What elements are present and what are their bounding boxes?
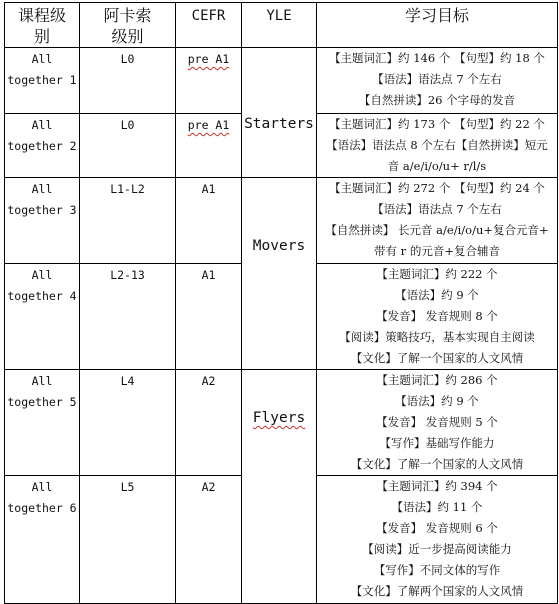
goals-cell: 【主题词汇】约 394 个 【语法】约 11 个 【发音】 发音规则 6 个 【阅读】近一步提高阅读能力 【写作】不同文体的写作 【文化】了解两个国家的人文风情 — [317, 476, 558, 604]
course-level-cell: All together 6 — [5, 476, 80, 604]
goals-cell: 【主题词汇】约 272 个 【句型】约 24 个 【语法】语法点 7 个左右 【自然拼读】 长元音 a/e/i/o/u+复合元音+ 带有 r 的元音+复合辅音 — [317, 178, 558, 264]
ar-level-cell: L5 — [80, 476, 176, 604]
cefr-cell: A2 — [176, 370, 242, 476]
cefr-cell: A2 — [176, 476, 242, 604]
ar-level-cell: L4 — [80, 370, 176, 476]
course-level-cell: All together 1 — [5, 48, 80, 114]
table-row — [5, 48, 558, 114]
header-yle: YLE — [242, 3, 317, 48]
course-level-cell: All together 2 — [5, 114, 80, 178]
header-cefr: CEFR — [176, 3, 242, 48]
course-level-cell: All together 4 — [5, 264, 80, 370]
goals-cell: 【主题词汇】约 222 个 【语法】约 9 个 【发音】 发音规则 8 个 【阅读】策略技巧，基本实现自主阅读 【文化】了解一个国家的人文风情 — [317, 264, 558, 370]
goals-cell: 【主题词汇】约 286 个 【语法】约 9 个 【发音】 发音规则 5 个 【写作】基础写作能力 【文化】了解一个国家的人文风情 — [317, 370, 558, 476]
ar-level-cell: L0 — [80, 114, 176, 178]
cefr-cell: A1 — [176, 178, 242, 264]
course-level-cell: All together 3 — [5, 178, 80, 264]
yle-cell-movers: Movers — [242, 178, 317, 370]
header-row — [5, 3, 558, 48]
table-row — [5, 370, 558, 476]
curriculum-table — [4, 2, 558, 604]
cefr-cell: A1 — [176, 264, 242, 370]
yle-cell-flyers: Flyers — [242, 370, 317, 604]
course-level-cell: All together 5 — [5, 370, 80, 476]
header-course-level: 课程级 别 — [5, 3, 80, 48]
ar-level-cell: L1-L2 — [80, 178, 176, 264]
cefr-cell: pre A1 — [176, 114, 242, 178]
goals-cell: 【主题词汇】约 173 个 【句型】约 22 个 【语法】语法点 8 个左右【自然拼读】短元 音 a/e/i/o/u+ r/l/s — [317, 114, 558, 178]
goals-cell: 【主题词汇】约 146 个 【句型】约 18 个 【语法】语法点 7 个左右 【自然拼读】26 个字母的发音 — [317, 48, 558, 114]
header-ar-level: 阿卡索 级别 — [80, 3, 176, 48]
header-goals: 学习目标 — [317, 3, 558, 48]
cefr-cell: pre A1 — [176, 48, 242, 114]
ar-level-cell: L2-13 — [80, 264, 176, 370]
yle-cell-starters: Starters — [242, 48, 317, 178]
table-row — [5, 178, 558, 264]
ar-level-cell: L0 — [80, 48, 176, 114]
